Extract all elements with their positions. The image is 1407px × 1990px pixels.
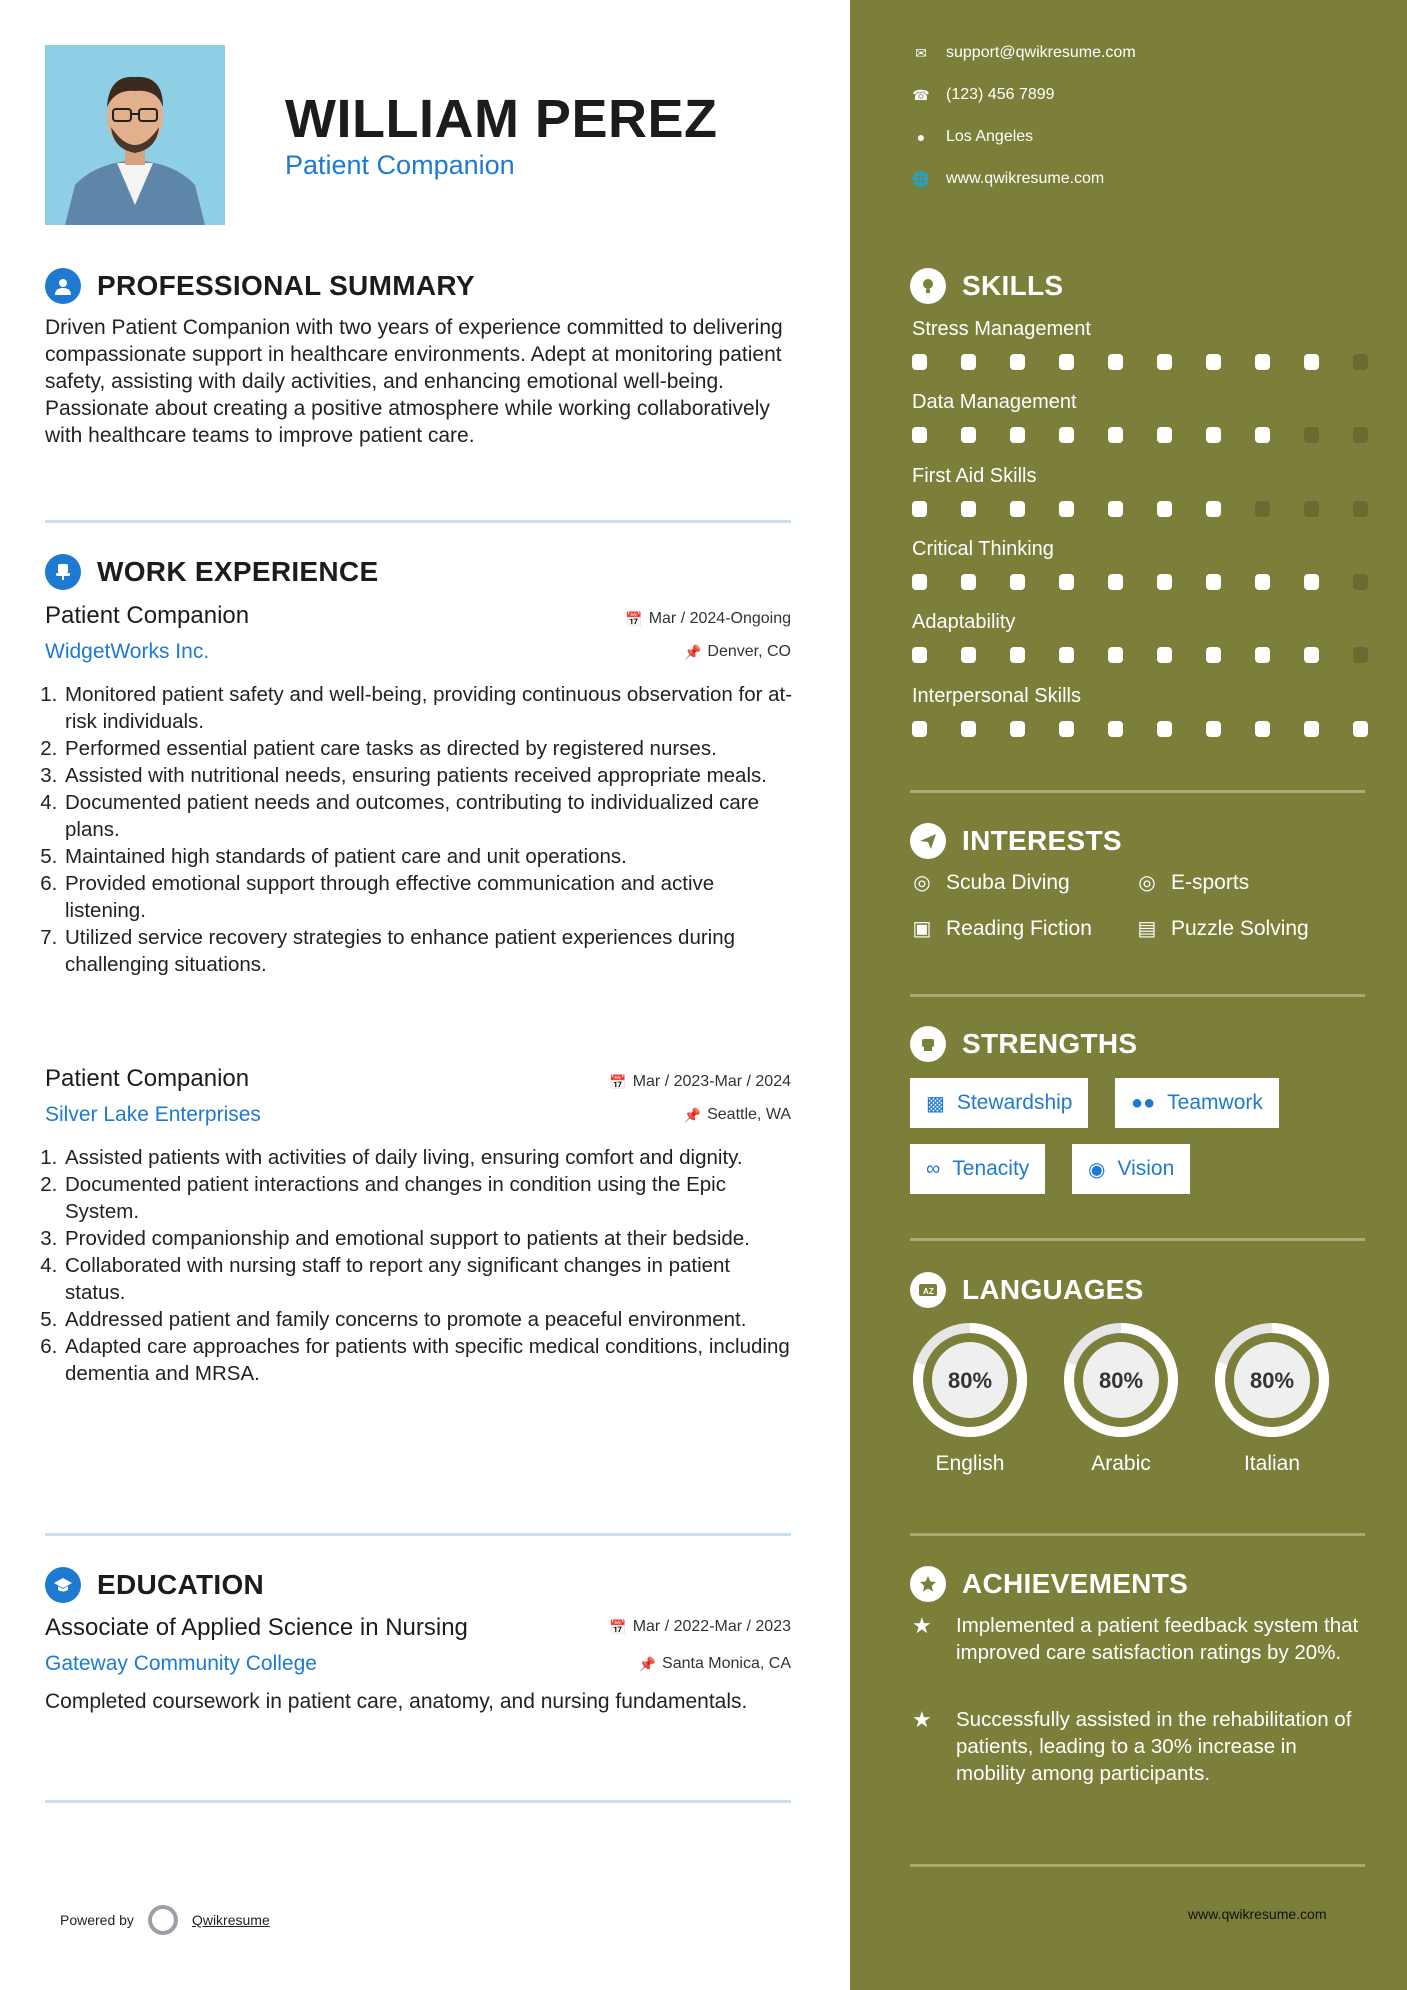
skill-dot: [1157, 721, 1172, 737]
skill-dot: [1157, 501, 1172, 517]
skill-name: Stress Management: [912, 318, 1091, 340]
skill-dot: [1059, 721, 1074, 737]
qwikresume-logo-icon: [148, 1905, 178, 1935]
skill-dot: [1157, 574, 1172, 590]
section-divider: [910, 1864, 1365, 1867]
lifebuoy-icon: ◎: [1138, 872, 1156, 894]
job-date: 📅 Mar / 2024-Ongoing: [625, 610, 791, 627]
section-divider: [45, 1533, 791, 1536]
list-item: 6. Adapted care approaches for patients with specific medical conditions, including dementia and MRSA.: [63, 1333, 795, 1387]
skill-dot: [1157, 647, 1172, 663]
skill-dot: [1255, 501, 1270, 517]
users-icon: ●●: [1131, 1091, 1156, 1114]
job-date: 📅 Mar / 2023-Mar / 2024: [609, 1073, 791, 1090]
job-location: 📌 Denver, CO: [683, 643, 791, 660]
candidate-role: Patient Companion: [285, 150, 515, 180]
degree-title: Associate of Applied Science in Nursing: [45, 1614, 468, 1641]
skill-dot: [1108, 647, 1123, 663]
summary-heading: PROFESSIONAL SUMMARY: [45, 268, 475, 304]
skill-dot: [912, 647, 927, 663]
company-name: Silver Lake Enterprises: [45, 1103, 261, 1126]
skill-dot: [1255, 721, 1270, 737]
language-ring: [908, 1318, 1032, 1442]
skill-dot: [1010, 427, 1025, 443]
language-item: [908, 1318, 1032, 1476]
job-title: Patient Companion: [45, 1065, 250, 1092]
skill-dot: [1304, 427, 1319, 443]
education-description: Completed coursework in patient care, anatomy, and nursing fundamentals.: [45, 1690, 748, 1713]
phone-icon: ☎: [912, 86, 930, 103]
section-divider: [45, 1800, 791, 1803]
company-name: WidgetWorks Inc.: [45, 640, 210, 663]
section-divider: [910, 790, 1365, 793]
list-item: 5. Addressed patient and family concerns to promote a peaceful environment.: [63, 1306, 795, 1333]
language-ring: [1210, 1318, 1334, 1442]
footer-website[interactable]: www.qwikresume.com: [1188, 1906, 1327, 1922]
section-divider: [910, 1238, 1365, 1241]
pin-icon: 📌: [683, 643, 702, 660]
achievements-heading: ACHIEVEMENTS: [910, 1566, 1188, 1602]
skill-dot: [961, 501, 976, 517]
skill-dot: [1206, 501, 1221, 517]
calendar-icon: 📅: [625, 610, 643, 627]
school-name: Gateway Community College: [45, 1652, 317, 1675]
language-percent: 80%: [1249, 1368, 1295, 1393]
chair-icon: [45, 554, 81, 590]
language-ring: [1059, 1318, 1183, 1442]
skills-heading: SKILLS: [910, 268, 1063, 304]
graduation-cap-icon: [45, 1567, 81, 1603]
list-item: 5. Maintained high standards of patient care and unit operations.: [63, 843, 795, 870]
skill-dot: [1108, 721, 1123, 737]
skill-dot: [1353, 721, 1368, 737]
skill-dot: [1255, 354, 1270, 370]
strength-badge: ▩ Stewardship: [910, 1078, 1088, 1128]
skill-name: Critical Thinking: [912, 538, 1054, 560]
skill-dot: [1108, 354, 1123, 370]
paper-plane-icon: [910, 823, 946, 859]
skill-level-dots: [912, 721, 1368, 737]
interests-heading: INTERESTS: [910, 823, 1122, 859]
lightbulb-icon: [910, 268, 946, 304]
list-item: 3. Assisted with nutritional needs, ensuring patients received appropriate meals.: [63, 762, 795, 789]
skill-dot: [1304, 501, 1319, 517]
powered-by: Powered by Qwikresume: [60, 1905, 270, 1935]
skill-dot: [1353, 354, 1368, 370]
binoculars-icon: ◉: [1088, 1158, 1106, 1181]
language-percent: 80%: [1098, 1368, 1144, 1393]
language-item: [1210, 1318, 1334, 1476]
skill-dot: [912, 501, 927, 517]
language-percent: 80%: [947, 1368, 993, 1393]
profile-photo: [45, 45, 225, 225]
skill-dot: [961, 574, 976, 590]
calendar-icon: 📅: [609, 1618, 627, 1635]
contact-phone[interactable]: ☎ (123) 456 7899: [912, 86, 1055, 103]
skill-dot: [1157, 354, 1172, 370]
interest-item: ◎ E-sports: [1135, 870, 1249, 895]
language-name: English: [935, 1452, 1005, 1475]
language-name: Italian: [1243, 1452, 1301, 1475]
skill-dot: [1010, 501, 1025, 517]
language-progress-ring: [1059, 1318, 1183, 1442]
pin-icon: 📌: [683, 1106, 702, 1123]
skill-dot: [961, 354, 976, 370]
contact-website[interactable]: 🌐 www.qwikresume.com: [912, 170, 1105, 187]
skill-name: First Aid Skills: [912, 465, 1037, 487]
skill-dot: [961, 647, 976, 663]
strengths-heading: STRENGTHS: [910, 1026, 1137, 1062]
skill-name: Adaptability: [912, 611, 1016, 633]
skill-dot: [1206, 721, 1221, 737]
map-marker-icon: ●: [916, 129, 926, 145]
job-title: Patient Companion: [45, 602, 250, 629]
list-item: 6. Provided emotional support through effective communication and active listening.: [63, 870, 795, 924]
contact-location: ● Los Angeles: [912, 128, 1033, 146]
achievement-item: ★ Implemented a patient feedback system that improved care satisfaction ratings by 20%.: [912, 1613, 1359, 1664]
education-date: 📅 Mar / 2022-Mar / 2023: [609, 1618, 791, 1635]
skill-dot: [1108, 427, 1123, 443]
summary-text: Driven Patient Companion with two years of experience committed to delivering compassionate support in healthcare environments. Adept at monitoring patient safety, assisting with daily activities, and enhancing emotional well-being. Passionate about creating a positive atmosphere while working collaboratively with healthcare teams to improve patient care.: [45, 316, 783, 447]
strength-badge: ●● Teamwork: [1115, 1078, 1279, 1128]
skill-dot: [1108, 574, 1123, 590]
language-progress-ring: [1210, 1318, 1334, 1442]
experience-heading: WORK EXPERIENCE: [45, 554, 378, 590]
list-item: 4. Collaborated with nursing staff to report any significant changes in patient status.: [63, 1252, 795, 1306]
section-divider: [45, 520, 791, 523]
lifebuoy-icon: ◎: [913, 872, 931, 894]
skill-dot: [912, 354, 927, 370]
language-item: [1059, 1318, 1183, 1476]
list-item: 1. Monitored patient safety and well-being, providing continuous observation for at-risk individuals.: [63, 681, 795, 735]
fist-icon: [910, 1026, 946, 1062]
list-item: 4. Documented patient needs and outcomes, contributing to individualized care plans.: [63, 789, 795, 843]
globe-icon: 🌐: [912, 170, 930, 187]
candidate-name: WILLIAM PEREZ: [285, 89, 718, 149]
skill-name: Data Management: [912, 391, 1077, 413]
list-item: 7. Utilized service recovery strategies to enhance patient experiences during challenging situations.: [63, 924, 795, 978]
interest-item: ▤ Puzzle Solving: [1135, 916, 1309, 941]
skill-dot: [1206, 574, 1221, 590]
star-icon: ★: [912, 1707, 932, 1732]
skill-dot: [912, 574, 927, 590]
skill-dot: [1010, 721, 1025, 737]
link-icon: ∞: [926, 1157, 941, 1180]
skill-dot: [1206, 354, 1221, 370]
list-item: 1. Assisted patients with activities of daily living, ensuring comfort and dignity.: [63, 1144, 795, 1171]
skill-dot: [1304, 647, 1319, 663]
star-badge-icon: [910, 1566, 946, 1602]
section-divider: [910, 1533, 1365, 1536]
user-icon: [45, 268, 81, 304]
skill-dot: [1255, 427, 1270, 443]
skill-level-dots: [912, 647, 1368, 663]
skill-dot: [1353, 501, 1368, 517]
gamepad-icon: ▣: [912, 918, 932, 940]
strength-badge: ∞ Tenacity: [910, 1144, 1045, 1194]
skill-dot: [1157, 427, 1172, 443]
strength-badge: ◉ Vision: [1072, 1144, 1190, 1194]
skill-dot: [1059, 501, 1074, 517]
skill-dot: [1304, 354, 1319, 370]
skill-dot: [1353, 427, 1368, 443]
brand-link[interactable]: Qwikresume: [191, 1912, 270, 1928]
skill-dot: [1010, 574, 1025, 590]
interest-item: ▣ Reading Fiction: [910, 916, 1092, 941]
book-icon: ▤: [1137, 918, 1157, 940]
skill-level-dots: [912, 427, 1368, 443]
skill-dot: [1353, 647, 1368, 663]
job-location: 📌 Seattle, WA: [683, 1106, 791, 1123]
calendar-icon: 📅: [609, 1073, 627, 1090]
skill-dot: [1108, 501, 1123, 517]
achievement-item: ★ Successfully assisted in the rehabilitation of patients, leading to a 30% increase in mobility among participants.: [912, 1707, 1352, 1785]
list-item: 2. Performed essential patient care tasks as directed by registered nurses.: [63, 735, 795, 762]
skill-level-dots: [912, 354, 1368, 370]
svg-text:Z: Z: [929, 1287, 935, 1296]
skill-dot: [1255, 647, 1270, 663]
skill-dot: [1304, 574, 1319, 590]
skill-dot: [1206, 647, 1221, 663]
education-location: 📌 Santa Monica, CA: [638, 1655, 791, 1672]
contact-email[interactable]: ✉ support@qwikresume.com: [912, 44, 1136, 62]
envelope-icon: ✉: [915, 44, 927, 61]
language-name: Arabic: [1091, 1452, 1151, 1475]
skill-dot: [1353, 574, 1368, 590]
list-item: 2. Documented patient interactions and changes in condition using the Epic System.: [63, 1171, 795, 1225]
education-heading: EDUCATION: [45, 1567, 264, 1603]
skill-dot: [961, 721, 976, 737]
briefcase-icon: ▩: [926, 1092, 945, 1115]
star-icon: ★: [912, 1613, 932, 1638]
skill-level-dots: [912, 501, 1368, 517]
job-bullets: [45, 681, 795, 978]
skill-dot: [1059, 647, 1074, 663]
skill-dot: [1059, 574, 1074, 590]
language-icon: [910, 1272, 946, 1308]
skill-name: Interpersonal Skills: [912, 685, 1081, 707]
job-bullets: [45, 1144, 795, 1387]
list-item: 3. Provided companionship and emotional support to patients at their bedside.: [63, 1225, 795, 1252]
languages-heading: A Z LANGUAGES: [910, 1272, 1144, 1308]
svg-text:A: A: [923, 1287, 930, 1296]
skill-dot: [1304, 721, 1319, 737]
section-divider: [910, 994, 1365, 997]
skill-level-dots: [912, 574, 1368, 590]
skill-dot: [1206, 427, 1221, 443]
pin-icon: 📌: [638, 1655, 657, 1672]
skill-dot: [1010, 354, 1025, 370]
skill-dot: [912, 427, 927, 443]
interest-item: ◎ Scuba Diving: [910, 870, 1070, 895]
language-progress-ring: [908, 1318, 1032, 1442]
skill-dot: [961, 427, 976, 443]
skill-dot: [1010, 647, 1025, 663]
skill-dot: [1255, 574, 1270, 590]
skill-dot: [912, 721, 927, 737]
skill-dot: [1059, 354, 1074, 370]
skill-dot: [1059, 427, 1074, 443]
